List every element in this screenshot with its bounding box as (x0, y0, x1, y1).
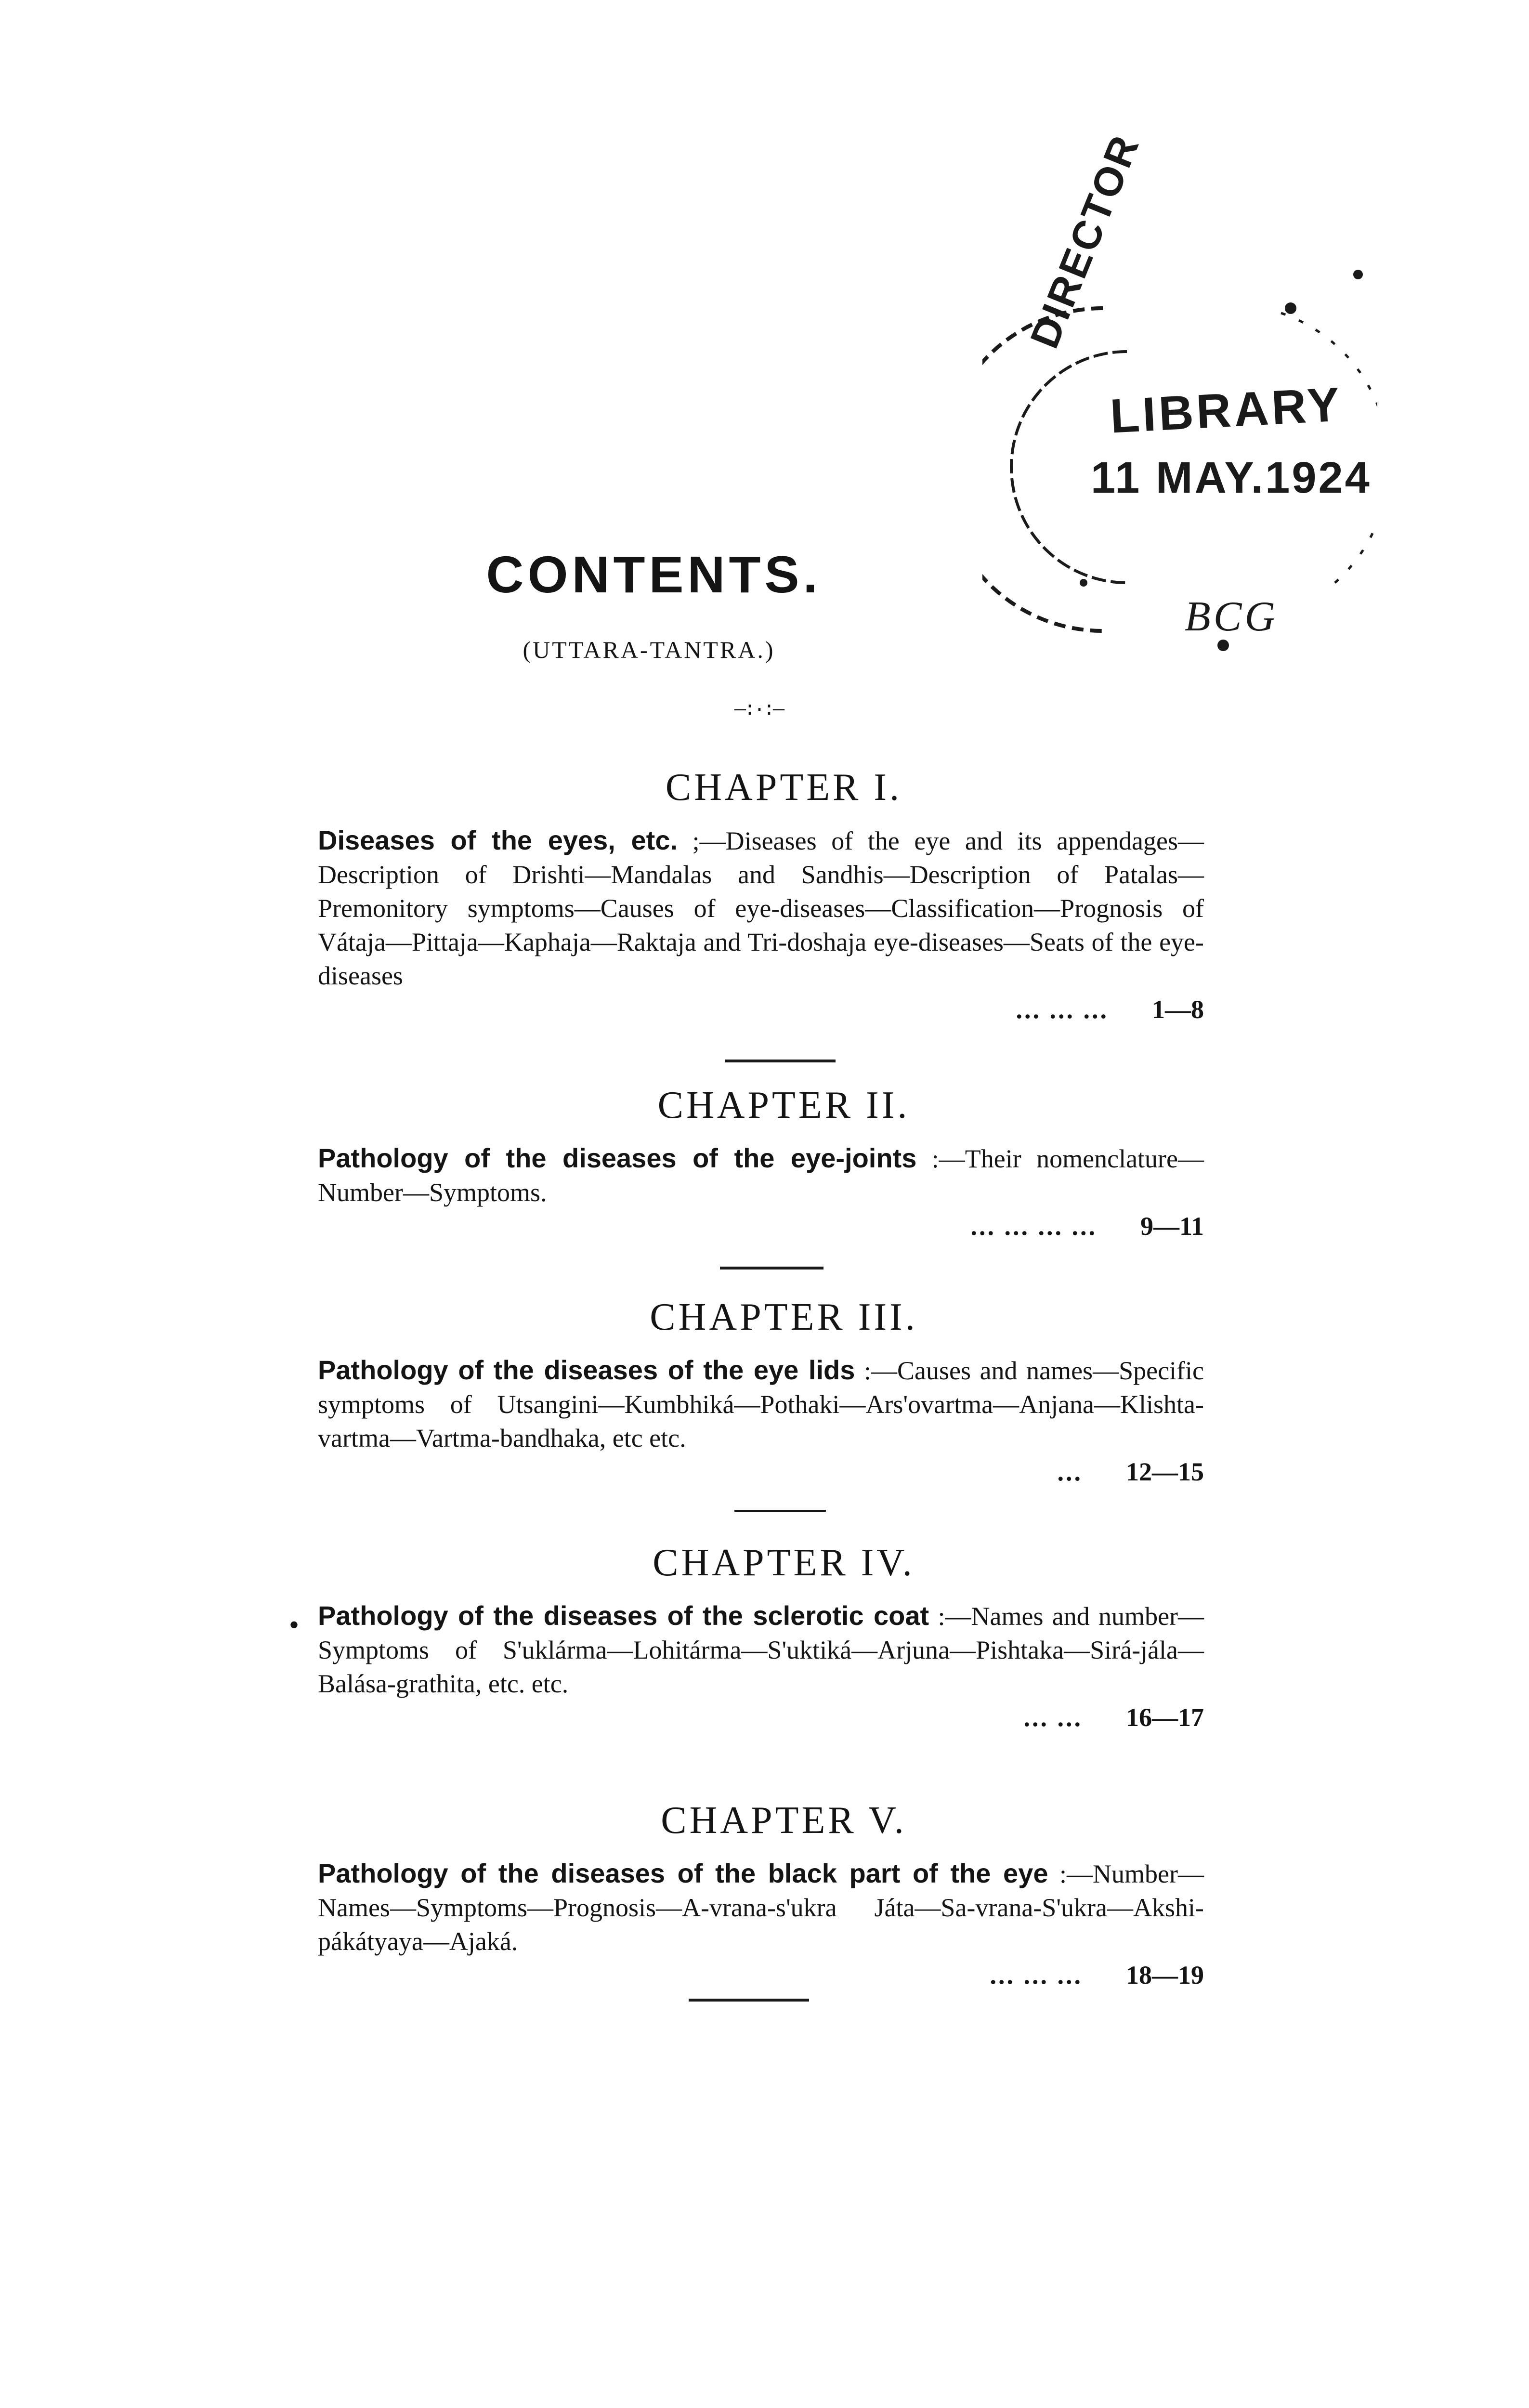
bullet-mark: • (289, 1609, 300, 1641)
chapter-divider (725, 1060, 836, 1062)
page-title: CONTENTS. (486, 545, 822, 603)
page-range: 9—11 (1140, 1212, 1204, 1241)
title-separator: —:·:— (734, 699, 783, 721)
chapter-heading: CHAPTER III. (650, 1296, 918, 1338)
leader-dots: ... (1057, 1457, 1083, 1486)
chapter-heading: CHAPTER V. (661, 1799, 907, 1842)
page-subtitle: (UTTARA-TANTRA.) (523, 636, 775, 663)
leader-dots: ... ... ... ... (970, 1212, 1097, 1241)
chapter-description: :—Names and number—Symptoms of S'uklárma—Lohitárma—S'uktiká—Arjuna—Pishtaka—Sirá-jála—Balása-grathita, etc. etc. (318, 1602, 1204, 1698)
chapter-heading: CHAPTER IV. (653, 1542, 915, 1584)
page-reference (318, 1209, 1204, 1243)
chapter-entry (318, 1141, 1204, 1243)
leader-dots: ... ... ... (990, 1961, 1083, 1989)
page-reference (318, 1701, 1204, 1734)
chapter-description: :—Number—Names—Symptoms—Prognosis—A-vrana-s'ukra Játa—Sa-vrana-S'ukra—Akshi-pákátyaya—Ajaká. (318, 1859, 1204, 1956)
chapter-topic: Pathology of the diseases of the eye lids (318, 1355, 855, 1385)
stamp-library-text: LIBRARY (1109, 377, 1344, 444)
closing-rule (689, 1999, 809, 2002)
chapter-description: :—Causes and names—Specific symptoms of Utsangini—Kumbhiká—Pothaki—Ars'ovartma—Anjana—Klishta-vartma—Vartma-bandhaka, etc etc. (318, 1356, 1204, 1453)
page-reference (318, 1958, 1204, 1992)
page-range: 16—17 (1126, 1703, 1204, 1732)
chapter-description: ;—Diseases of the eye and its appendages—Description of Drishti—Mandalas and Sandhis—Description of Patalas—Premonitory symptoms—Causes of eye-diseases—Classification—Prognosis of Vátaja—Pittaja—Kaphaja—Raktaja and Tri-doshaja eye-diseases—Seats of the eye-diseases (318, 826, 1204, 990)
stamp-arc-text: DIRECTOR (1021, 128, 1148, 354)
leader-dots: ... ... (1023, 1703, 1083, 1732)
chapter-topic: Pathology of the diseases of the black part of the eye (318, 1858, 1048, 1888)
page-range: 1—8 (1152, 995, 1204, 1024)
chapter-heading: CHAPTER I. (665, 766, 902, 809)
chapter-divider (720, 1267, 823, 1269)
stamp-bottom-text: BCG (1185, 593, 1278, 640)
library-stamp (982, 128, 1377, 684)
chapter-topic: Pathology of the diseases of the eye-joints (318, 1143, 917, 1173)
chapter-entry (318, 824, 1204, 1026)
page-reference (318, 993, 1204, 1026)
chapter-entry (318, 1353, 1204, 1489)
chapter-topic: Diseases of the eyes, etc. (318, 825, 678, 855)
page-range: 18—19 (1126, 1961, 1204, 1989)
chapter-divider (734, 1510, 826, 1512)
chapter-topic: Pathology of the diseases of the sclerotic coat (318, 1600, 929, 1631)
chapter-description: :—Their nomenclature—Number—Symptoms. (318, 1144, 1204, 1207)
stamp-date: 11 MAY.1924 (1091, 453, 1372, 502)
chapter-heading: CHAPTER II. (657, 1084, 910, 1126)
chapter-entry (318, 1599, 1204, 1734)
chapter-entry (318, 1857, 1204, 1992)
page-reference (318, 1455, 1204, 1489)
page-range: 12—15 (1126, 1457, 1204, 1486)
leader-dots: ... ... ... (1016, 995, 1109, 1024)
